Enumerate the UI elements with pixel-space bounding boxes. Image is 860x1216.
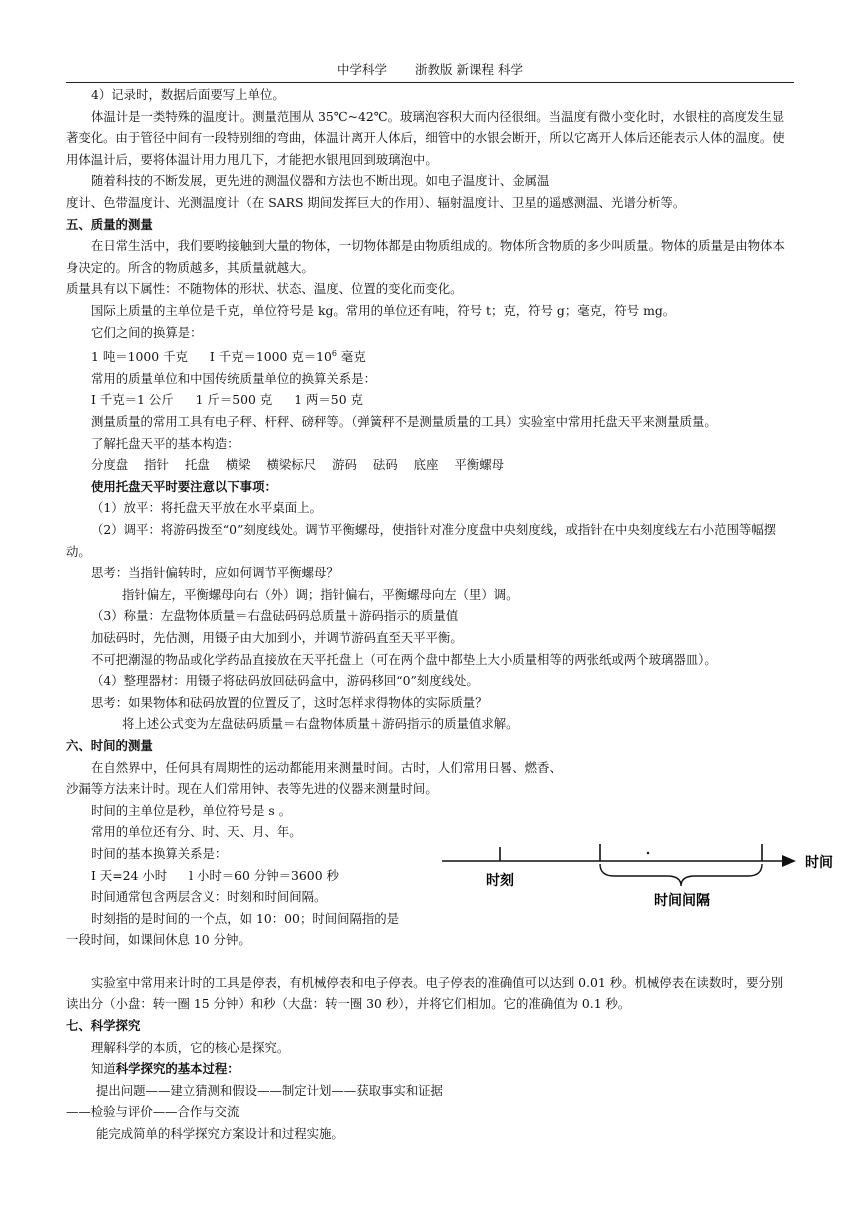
paragraph: 理解科学的本质，它的核心是探究。	[91, 1039, 290, 1055]
paragraph: 常用的质量单位和中国传统质量单位的换算关系是：	[91, 370, 376, 386]
paragraph: 质量具有以下属性：不随物体的形状、状态、温度、位置的变化而变化。	[66, 281, 463, 297]
paragraph: 了解托盘天平的基本构造：	[91, 435, 240, 451]
paragraph: （4）整理器材：用镊子将砝码放回砝码盒中，游码移回“0”刻度线处。	[91, 673, 479, 689]
paragraph: 随着科技的不断发展，更先进的测温仪器和方法也不断出现。如电子温度计、金属温	[91, 173, 550, 189]
conversion-line	[66, 343, 794, 368]
paragraph: （2）调平：将游码拨至“0”刻度线处。调节平衡螺母，使指针对准分度盘中央刻度线，或指针在中央刻度线左右小范围等幅摆动。	[66, 522, 777, 559]
paragraph: 提出问题——建立猜测和假设——制定计划——获取事实和证据	[96, 1082, 443, 1098]
balance-part: 横梁	[225, 457, 251, 473]
conversion-jin: 1 斤＝500 克	[195, 392, 273, 408]
paragraph: 时间通常包含两层含义：时刻和时间间隔。	[91, 889, 327, 905]
paragraph: 常用的单位还有分、时、天、月、年。	[91, 824, 302, 840]
paragraph: 时间的基本换算关系是：	[91, 845, 228, 861]
paragraph: 时间的主单位是秒，单位符号是 s 。	[91, 802, 292, 818]
paragraph: 在日常生活中，我们要哟接触到大量的物体，一切物体都是由物质组成的。物体所含物质的多少叫质量。物体的质量是由物体本身决定的。所含的物质越多，其质量就越大。	[66, 238, 785, 275]
paragraph: 国际上质量的主单位是千克，单位符号是 kg。常用的单位还有吨，符号 t；克，符号 g；毫克，符号 mg。	[91, 302, 676, 318]
paragraph: 4）记录时，数据后面要写上单位。	[91, 87, 285, 102]
conversion-line	[66, 389, 794, 411]
section-heading-5: 五、质量的测量	[66, 216, 153, 232]
paragraph: 加砝码时，先估测，用镊子由大加到小，并调节游码直至天平平衡。	[91, 629, 463, 645]
paragraph: 度计、色带温度计、光测温度计（在 SARS 期间发挥巨大的作用）、辐射温度计、卫星的遥感测温、光谱分析等。	[66, 194, 686, 210]
balance-parts-list	[66, 454, 794, 476]
balance-part: 底座	[413, 457, 439, 473]
balance-part: 分度盘	[91, 457, 129, 473]
interval-label: 时间间隔	[654, 892, 710, 908]
time-axis-arrow	[782, 855, 796, 867]
section-heading-6: 六、时间的测量	[66, 737, 153, 753]
conversion-ton: 1 吨＝1000 千克	[91, 349, 188, 365]
balance-part: 砝码	[372, 457, 398, 473]
paragraph: 一段时间，如课间休息 10 分钟。	[66, 932, 251, 948]
paragraph: 将上述公式变为左盘砝码质量＝右盘物体质量＋游码指示的质量值求解。	[122, 716, 519, 732]
header-edition: 浙教版 新课程 科学	[415, 62, 523, 77]
paragraph: ——检验与评价——合作与交流	[66, 1104, 240, 1120]
balance-part: 平衡螺母	[454, 457, 504, 473]
balance-part: 指针	[144, 457, 169, 473]
balance-part: 托盘	[184, 457, 210, 473]
subheading: 使用托盘天平时要注意以下事项：	[91, 478, 277, 494]
section-heading-7: 七、科学探究	[66, 1018, 141, 1034]
paragraph: 思考：当指针偏转时，应如何调节平衡螺母？	[91, 565, 339, 581]
page-header	[66, 60, 794, 83]
paragraph: 沙漏等方法来计时。现在人们常用钟、表等先进的仪器来测量时间。	[66, 781, 438, 797]
paragraph: 实验室中常用来计时的工具是停表，有机械停表和电子停表。电子停表的准确值可以达到 0.01 秒。机械停表在读数时，要分别读出分（小盘：转一圈 15 分钟）和秒（大盘：转一圈 30 秒），并将它们相加。它的准确值为 0.1 秒。	[66, 974, 784, 1012]
conversion-liang: 1 两＝50 克	[294, 392, 363, 408]
paragraph: 体温计是一类特殊的温度计。测量范围从 35℃~42℃。玻璃泡容积大而内径很细。当温度有微小变化时，水银柱的高度发生显著变化。由于管径中间有一段特别细的弯曲，体温计离开人体后，细管中的水银会断开，所以它离开人体后还能表示人体的温度。使用体温计后，要将体温计用力甩几下，才能把水银甩回到玻璃泡中。	[66, 108, 785, 167]
balance-part: 横梁标尺	[266, 457, 317, 473]
conversion-day: I 天=24 小时	[91, 867, 168, 883]
time-diagram	[442, 840, 860, 910]
balance-part: 游码	[332, 457, 357, 473]
conversion-hour: l 小时＝60 分钟＝3600 秒	[189, 867, 339, 883]
paragraph: 在自然界中，任何具有周期性的运动都能用来测量时间。古时，人们常用日晷、燃香、	[91, 759, 562, 775]
paragraph: 不可把潮湿的物品或化学药品直接放在天平托盘上（可在两个盘中都垫上大小质量相等的两张纸或两个玻璃器皿）。	[91, 651, 717, 667]
dot-mark	[647, 852, 649, 854]
paragraph: 思考：如果物体和砝码放置的位置反了，这时怎样求得物体的实际质量？	[91, 694, 488, 710]
paragraph: 知道科学探究的基本过程：	[91, 1061, 240, 1077]
paragraph: 测量质量的常用工具有电子秤、杆秤、磅秤等。（弹簧秤不是测量质量的工具）实验室中常用托盘天平来测量质量。	[91, 414, 717, 430]
moment-label: 时刻	[486, 872, 514, 888]
interval-brace	[600, 864, 762, 886]
paragraph: （3）称量：左盘物体质量＝右盘砝码码总质量＋游码指示的质量值	[91, 608, 459, 624]
paragraph: 能完成简单的科学探究方案设计和过程实施。	[96, 1126, 344, 1142]
time-axis-label: 时间	[805, 854, 833, 870]
paragraph: 指针偏左，平衡螺母向右（外）调；指针偏右，平衡螺母向左（里）调。	[122, 586, 519, 602]
paragraph: （1）放平：将托盘天平放在水平桌面上。	[91, 500, 322, 516]
header-subject: 中学科学	[337, 62, 388, 77]
paragraph: 时刻指的是时间的一个点，如 10：00；时间间隔指的是	[91, 910, 400, 926]
conversion-kg: I 千克＝1000 克$=10^6$ 毫克	[209, 349, 366, 365]
document-body	[66, 84, 794, 1145]
conversion-gongjin: I 千克＝1 公斤	[91, 392, 174, 408]
paragraph: 它们之间的换算是：	[91, 324, 203, 340]
spacer	[66, 951, 794, 972]
